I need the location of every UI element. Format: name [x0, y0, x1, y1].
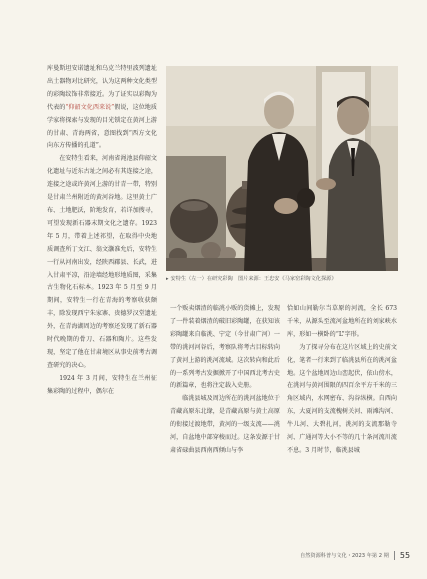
- caption-text: 安特生（左一）在研究彩陶: [170, 276, 233, 282]
- paragraph: [47, 63, 157, 153]
- paragraph-text: 库曼斯坦安诺遗址和乌克兰特里波列遗址出土器物对比研究，认为这两种文化类型的彩陶纹饰非常接近。为了证实以彩陶为代表的: [47, 65, 157, 111]
- photo-caption: [166, 275, 402, 282]
- text-column-3: [287, 303, 397, 458]
- paragraph: 1924 年 3 月间，安特生在兰州征集彩陶的过程中，偶尔在: [47, 374, 157, 395]
- photo-credit: 图片来源：王忠安《马家窑彩陶文化探源》: [237, 276, 337, 282]
- page-number: 55: [399, 551, 411, 560]
- paragraph: 一个贩卖烟渣的临洮小贩的货摊上，发现了一件装着烟渣的破旧彩陶罐，在获知该彩陶罐来自临洮、宁定（今甘肃广河）一带的洮河河谷后，考察队将考古目标转向了黄河上游的洮河流域。这次转向和此后的一系列考古发掘掀开了中国西北考古史的新篇章，也将注定载入史册。: [170, 305, 280, 390]
- text-column-1: [47, 63, 157, 399]
- paragraph: 临洮县城及周边所在的洮河盆地位于青藏高原东北缘，是青藏高原与黄土高原的衔接过渡地带，黄河的一级支流——洮河，自盆地中部穿梭而过。这条发源于甘肃省碌曲县西南西倾山与李: [170, 395, 280, 454]
- highlighted-term: “仰韶文化西来说”: [65, 103, 115, 111]
- paragraph: 为了探寻分布在这片区域上的史前文化，笔者一行来到了临洮县所在的洮河盆地。这个盆地周边山峦起伏，依山傍水，在洮河与黄河围限的四百余平方千米的三角区域内，水网密布、沟谷纵横。自西向东，大夏河的支流槐树关河、雨滩沟河、牛儿河、大碧扎河，洮河的支流那勒寺河、广通河等大小不等的几十条河流川流不息。3 月时节，临洮县城: [287, 343, 397, 454]
- journal-name: 自然资源科普与文化・2023 年第 2 期: [300, 553, 389, 559]
- page-footer: [300, 551, 410, 560]
- caret-right-icon: ▸: [166, 276, 169, 282]
- text-column-2: [170, 303, 280, 458]
- historical-photo: [166, 66, 398, 271]
- footer-divider: [394, 551, 395, 560]
- paragraph: 在安特生看来，河南省渑池县仰韶文化遗址与近东古址之间必有其连接之途，连接之途或许黄河上游的甘青一带，特别是甘肃兰州附近的黄河谷地。这里黄土广布、土地肥沃，阶地发育，若详加搜寻，可望发现新石器末期文化之遗存。1923 年 5 月，带着上述祁望，在取得中央地质调查所丁文江、翁文灏准允后，安特生一行从河南出发，经陕西郿县、长武，进入甘肃平凉，沿途墙经地形地质图，采集古生物化石标本。1923 年 5 月至 9 月期间，安特生一行在青海的考察收获颇丰，除发现西宁朱家寨、贵德罗汉堂遗址外，在青海湖周边的考察还发现了新石器时代晚期的骨刀、石器和陶片。这些发现，坚定了他在甘肃境区从事史前考古调查研究的决心。: [47, 155, 157, 369]
- paragraph: 恰如山间勒尔当草原的河流，全长 673 千米，从源头至流河盆地所在的刘家峡水库，形如一横卧的“L”字形。: [287, 305, 397, 338]
- paragraph-text: 假说，这位地质学家将探索与发现的目光锁定在黄河上游的甘肃、青海两省，意图找到“西方文化向东方传播的孔道”。: [47, 103, 158, 150]
